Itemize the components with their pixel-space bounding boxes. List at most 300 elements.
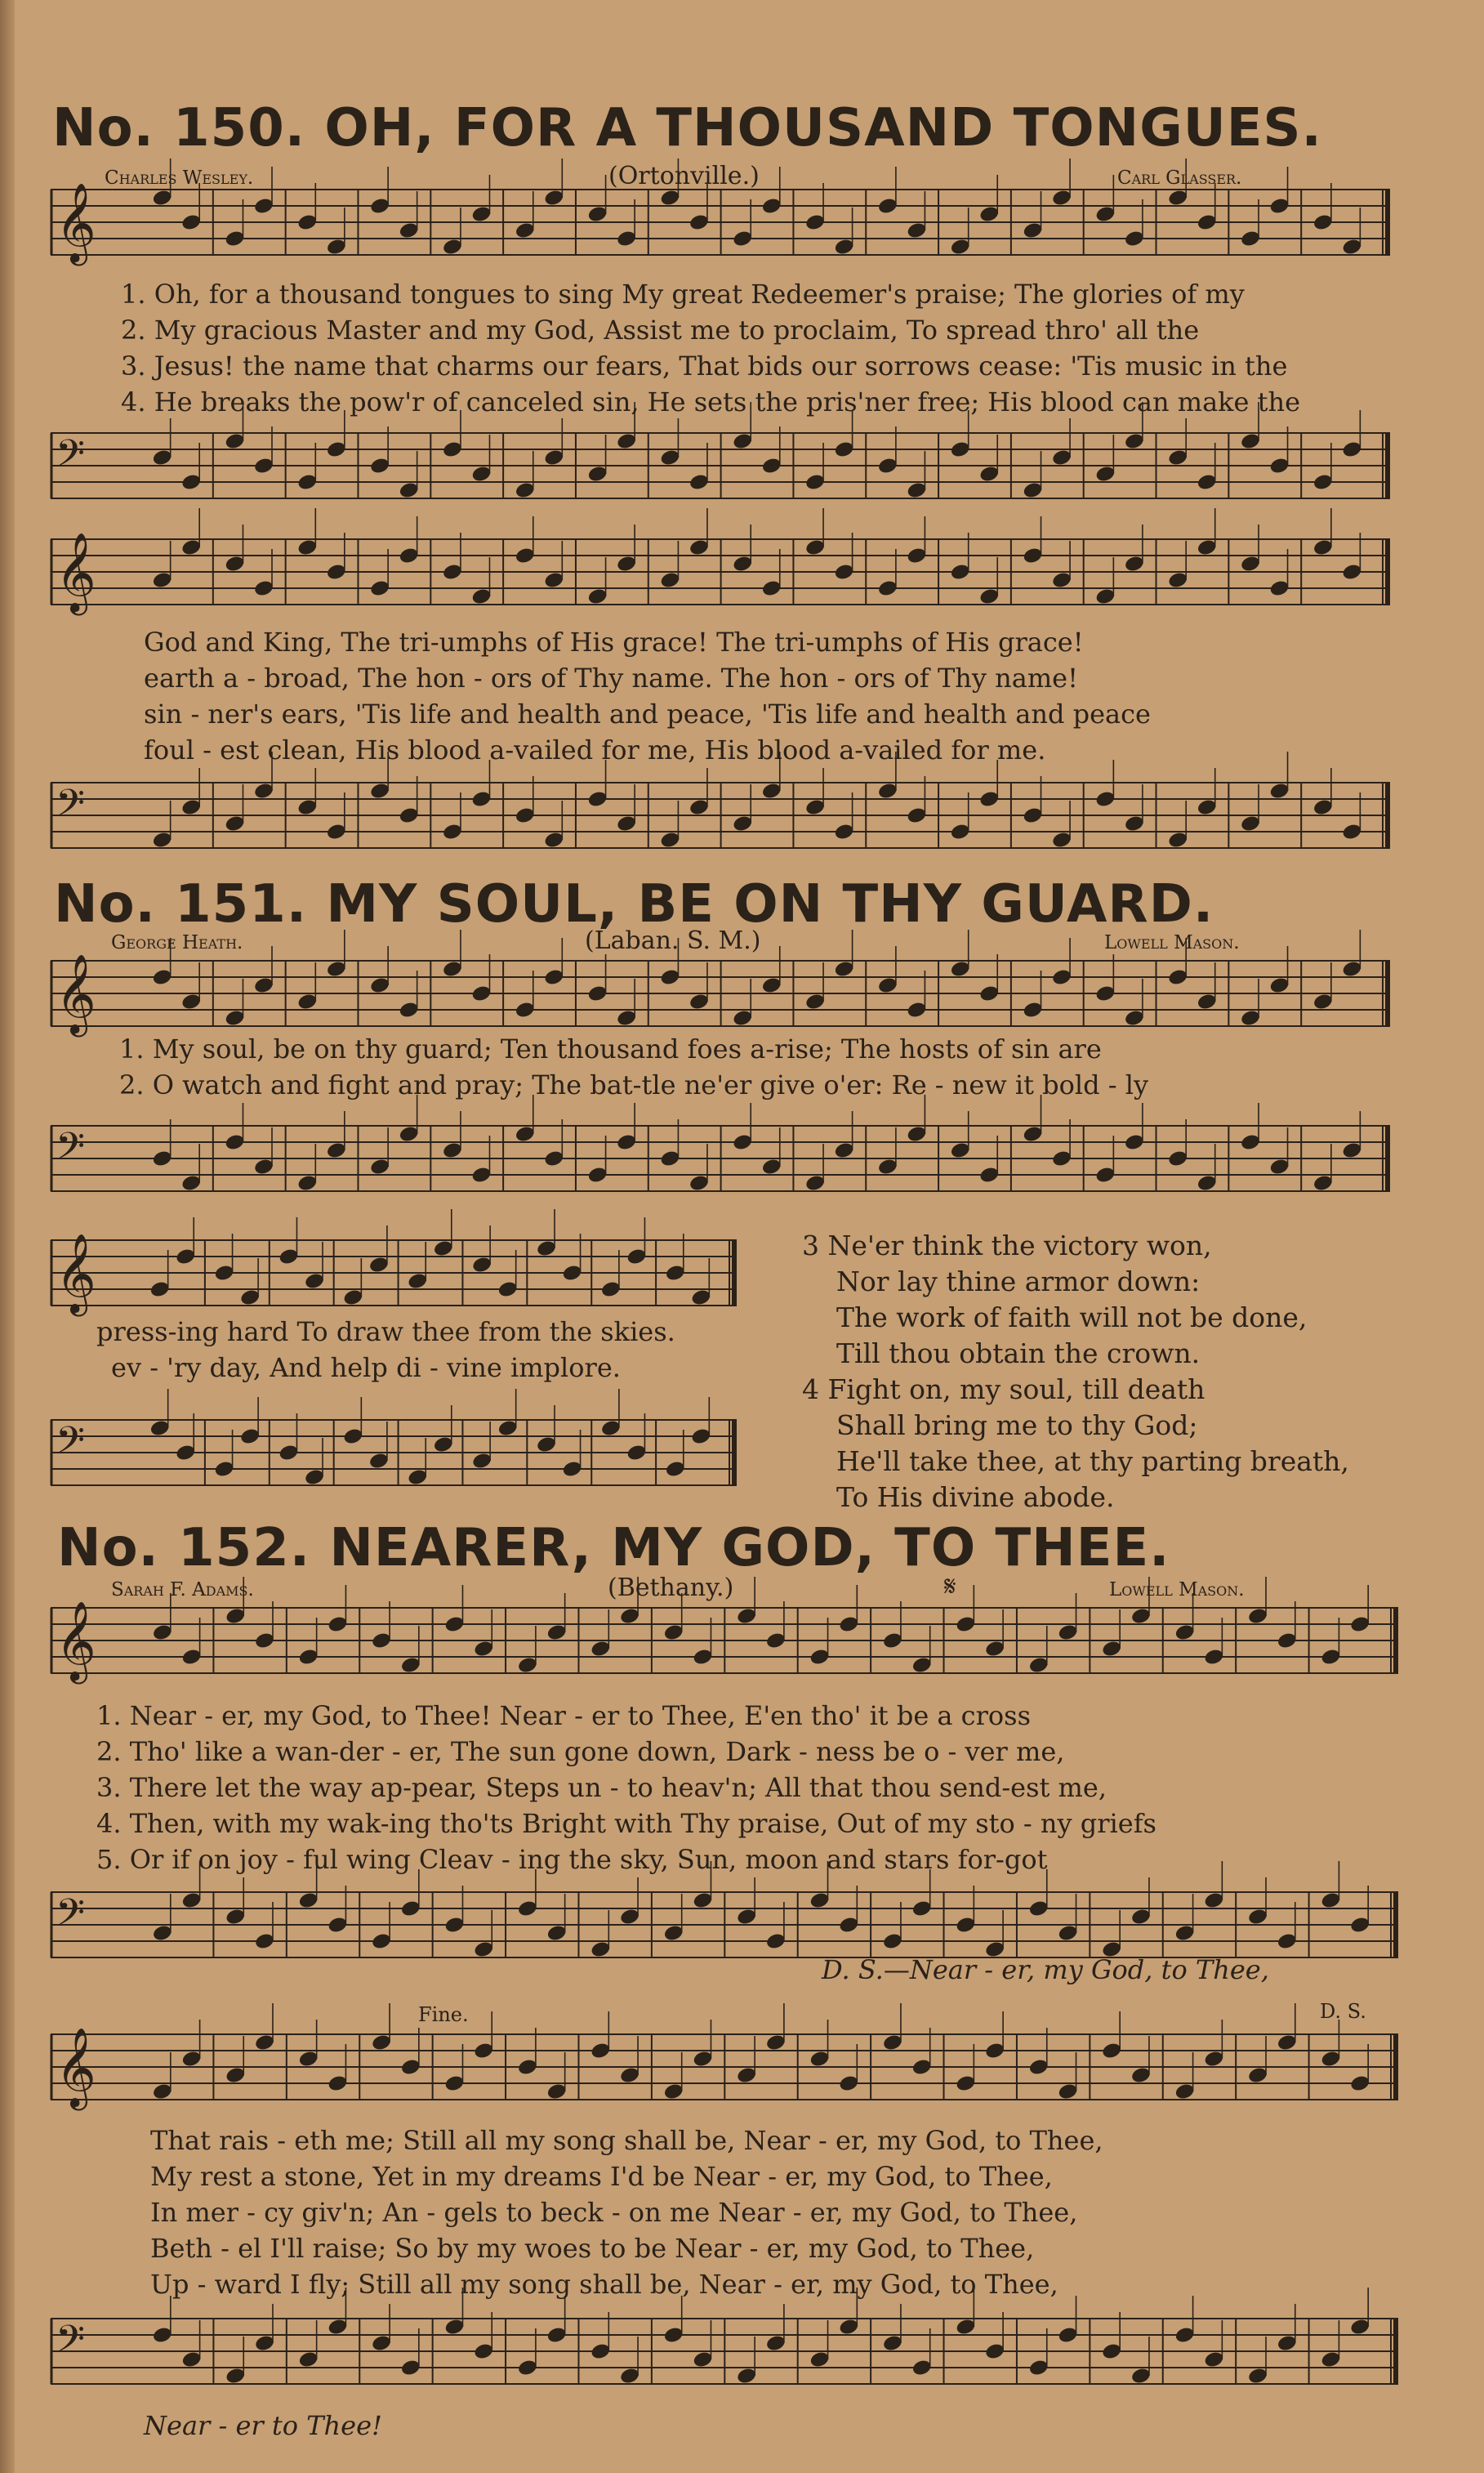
note-head	[1240, 1133, 1261, 1152]
note-head	[600, 1419, 622, 1438]
note-head	[978, 984, 1000, 1003]
note-head	[616, 1133, 637, 1152]
note-head	[1341, 238, 1362, 257]
note-head	[253, 197, 274, 216]
note-head	[181, 1648, 203, 1667]
note-head	[225, 1607, 246, 1626]
hymn-152-tune: (Bethany.)	[608, 1574, 734, 1602]
note-head	[1240, 555, 1261, 574]
hymn-150-staff-1-bass	[51, 433, 1390, 498]
staff-svg	[51, 1420, 737, 1505]
note-head	[1240, 432, 1261, 451]
hymn-152-lyric-6: That rais - eth me; Still all my song shall be, Near - er, my God, to Thee,	[150, 2125, 1103, 2156]
note-head	[254, 2033, 275, 2052]
note-head	[1268, 782, 1290, 801]
note-head	[950, 563, 971, 582]
note-head	[955, 1916, 976, 1935]
staff-svg	[51, 2319, 1398, 2404]
note-head	[152, 1623, 173, 1642]
note-head	[1094, 587, 1116, 606]
note-head	[296, 1174, 318, 1193]
note-head	[515, 481, 536, 500]
note-head	[471, 1256, 492, 1274]
note-head	[296, 473, 318, 492]
note-head	[877, 579, 898, 598]
note-head	[296, 993, 318, 1011]
note-head	[224, 432, 245, 451]
note-head	[587, 465, 608, 484]
note-head	[470, 790, 492, 809]
note-head	[1341, 563, 1362, 582]
note-head	[906, 221, 927, 240]
note-head	[1174, 1623, 1196, 1642]
note-head	[225, 2367, 246, 2386]
note-head	[180, 213, 202, 232]
note-head	[1124, 815, 1145, 833]
hymn-152-lyric-7: My rest a stone, Yet in my dreams I'd be Near - er, my God, to Thee,	[150, 2161, 1053, 2192]
note-head	[399, 1125, 420, 1144]
note-head	[736, 2066, 757, 2085]
note-head	[442, 960, 463, 979]
note-head	[1094, 1166, 1116, 1185]
note-head	[1247, 2367, 1268, 2386]
hymn-152-ds-line: D. S.—Near - er, my God, to Thee,	[822, 1954, 1269, 1985]
note-head	[1349, 1615, 1370, 1634]
note-head	[1101, 2342, 1122, 2361]
hymn-150-staff-1-treble	[51, 181, 1390, 262]
note-head	[433, 1435, 454, 1454]
note-head	[543, 968, 564, 987]
note-head	[616, 1009, 637, 1028]
note-head	[254, 1932, 275, 1951]
note-head	[399, 547, 420, 565]
note-head	[1051, 968, 1072, 987]
verse-line: 3 Ne'er think the victory won,	[802, 1230, 1212, 1261]
note-head	[804, 1174, 826, 1193]
note-head	[984, 2342, 1005, 2361]
note-head	[690, 1288, 711, 1307]
note-head	[327, 1916, 348, 1935]
note-head	[955, 2318, 976, 2337]
note-head	[1197, 798, 1218, 817]
note-head	[955, 2074, 976, 2093]
note-head	[761, 197, 782, 216]
note-head	[838, 1615, 859, 1634]
note-head	[1277, 2033, 1298, 2052]
note-head	[1167, 968, 1188, 987]
note-head	[761, 457, 782, 475]
note-head	[619, 1607, 640, 1626]
note-head	[1203, 2050, 1224, 2069]
note-head	[561, 1264, 582, 1283]
note-head	[1051, 831, 1072, 850]
note-head	[877, 976, 898, 995]
note-head	[152, 449, 173, 467]
note-head	[175, 1248, 196, 1266]
note-head	[600, 1280, 622, 1299]
note-head	[590, 1640, 611, 1658]
note-head	[978, 1166, 1000, 1185]
note-head	[906, 481, 927, 500]
note-head	[546, 1623, 568, 1642]
note-head	[1057, 1623, 1078, 1642]
staff-svg	[51, 181, 1390, 275]
note-head	[882, 1632, 903, 1650]
note-head	[978, 587, 1000, 606]
note-head	[1312, 798, 1334, 817]
note-head	[371, 1932, 392, 1951]
note-head	[689, 993, 710, 1011]
hymn-150-tune: (Ortonville.)	[608, 162, 760, 190]
hymn-152-lyric-10: Up - ward I fly; Still all my song shall be, Near - er, my God, to Thee,	[150, 2269, 1058, 2300]
note-head	[225, 1908, 246, 1926]
hymn-151-tune: (Laban. S. M.)	[585, 926, 761, 955]
note-head	[1341, 1141, 1362, 1160]
note-head	[1022, 547, 1043, 565]
verse-line: Shall bring me to thy God;	[836, 1409, 1198, 1441]
hymn-150-staff-2-treble	[51, 531, 1390, 612]
note-head	[1167, 831, 1188, 850]
note-head	[400, 2058, 421, 2077]
note-head	[736, 1607, 757, 1626]
note-head	[1341, 960, 1362, 979]
note-head	[326, 960, 347, 979]
note-head	[298, 2350, 319, 2369]
hymn-152-staff-1-treble	[51, 1600, 1398, 1681]
staff-svg	[51, 1600, 1398, 1693]
note-head	[882, 2334, 903, 2353]
note-head	[1130, 1607, 1152, 1626]
hymn-152-lyric-4: 4. Then, with my wak-ing tho'ts Bright with Thy praise, Out of my sto - ny griefs	[96, 1808, 1156, 1839]
hymn-152-author: Sarah F. Adams.	[111, 1579, 254, 1600]
note-head	[1203, 1891, 1224, 1910]
hymn-151-lyric-3: press-ing hard To draw thee from the skies.	[96, 1316, 675, 1347]
note-head	[224, 555, 245, 574]
note-head	[1028, 2058, 1049, 2077]
note-head	[342, 1288, 363, 1307]
hymn-150-lyric-2: 2. My gracious Master and my God, Assist me to proclaim, To spread thro' all the	[121, 315, 1200, 346]
note-head	[1130, 2066, 1152, 2085]
note-head	[877, 197, 898, 216]
hymn-151-lyric-4: ev - 'ry day, And help di - vine implore.	[111, 1352, 621, 1383]
note-head	[834, 960, 855, 979]
hymn-150-lyric-4: 4. He breaks the pow'r of canceled sin, He sets the pris'ner free; His blood can make the	[121, 386, 1301, 417]
note-head	[665, 1460, 686, 1479]
note-head	[877, 782, 898, 801]
note-head	[659, 968, 680, 987]
hymn-152-staff-2-bass	[51, 2319, 1398, 2384]
note-head	[152, 2326, 173, 2345]
note-head	[732, 1133, 753, 1152]
note-head	[152, 831, 173, 850]
note-head	[470, 984, 492, 1003]
note-head	[1174, 2326, 1196, 2345]
note-head	[1277, 2334, 1298, 2353]
note-head	[1349, 2074, 1370, 2093]
note-head	[180, 798, 202, 817]
hymn-152-composer: Lowell Mason.	[1109, 1579, 1245, 1600]
note-head	[369, 197, 390, 216]
note-head	[978, 790, 1000, 809]
note-head	[1101, 1640, 1122, 1658]
note-head	[1094, 465, 1116, 484]
note-head	[732, 555, 753, 574]
note-head	[1167, 189, 1188, 208]
bass-clef-icon: 𝄢	[56, 2317, 86, 2371]
note-head	[371, 1632, 392, 1650]
note-head	[1277, 1932, 1298, 1951]
note-head	[732, 815, 753, 833]
note-head	[546, 1924, 568, 1943]
note-head	[809, 1648, 830, 1667]
note-head	[877, 1158, 898, 1176]
note-head	[298, 1891, 319, 1910]
note-head	[804, 798, 826, 817]
note-head	[152, 1924, 173, 1943]
note-head	[1277, 1632, 1298, 1650]
note-head	[443, 2318, 465, 2337]
hymn-152-lyric-9: Beth - el I'll raise; So by my woes to be Near - er, my God, to Thee,	[150, 2233, 1035, 2264]
note-head	[690, 1427, 711, 1446]
note-head	[326, 238, 347, 257]
note-head	[298, 1648, 319, 1667]
note-head	[225, 2066, 246, 2085]
note-head	[911, 1899, 933, 1918]
note-head	[253, 579, 274, 598]
note-head	[470, 1166, 492, 1185]
note-head	[443, 1916, 465, 1935]
note-head	[181, 2050, 203, 2069]
note-head	[834, 1141, 855, 1160]
treble-clef-icon: 𝄞	[56, 1232, 96, 1313]
note-head	[809, 1891, 830, 1910]
note-head	[1022, 1125, 1043, 1144]
note-head	[296, 798, 318, 817]
note-head	[1167, 1149, 1188, 1168]
note-head	[407, 1272, 428, 1291]
note-head	[659, 831, 680, 850]
note-head	[689, 473, 710, 492]
note-head	[689, 213, 710, 232]
note-head	[804, 538, 826, 557]
note-head	[1240, 815, 1261, 833]
note-head	[517, 1656, 538, 1675]
note-head	[838, 1916, 859, 1935]
hymn-150-lyric-3: 3. Jesus! the name that charms our fears, That bids our sorrows cease: 'Tis music in the	[121, 350, 1288, 382]
note-head	[473, 1640, 494, 1658]
hymn-150-staff-2-bass	[51, 783, 1390, 848]
note-head	[1197, 1174, 1218, 1193]
bass-clef-icon: 𝄢	[56, 431, 86, 485]
note-head	[834, 563, 855, 582]
note-head	[543, 449, 564, 467]
note-head	[663, 2082, 684, 2101]
note-head	[298, 2050, 319, 2069]
note-head	[470, 587, 492, 606]
hymn-151-author: George Heath.	[111, 932, 243, 953]
note-head	[296, 213, 318, 232]
note-head	[1057, 2082, 1078, 2101]
note-head	[304, 1468, 325, 1487]
note-head	[517, 1899, 538, 1918]
note-head	[369, 579, 390, 598]
verse-line: He'll take thee, at thy parting breath,	[836, 1445, 1349, 1477]
note-head	[663, 2326, 684, 2345]
note-head	[838, 2074, 859, 2093]
hymn-150-title: No. 150. OH, FOR A THOUSAND TONGUES.	[52, 98, 1322, 158]
note-head	[181, 2350, 203, 2369]
ds-marker: D. S.	[1320, 2000, 1366, 2023]
note-head	[1174, 1924, 1196, 1943]
note-head	[1312, 213, 1334, 232]
note-head	[911, 2058, 933, 2077]
note-head	[1268, 976, 1290, 995]
note-head	[1028, 1656, 1049, 1675]
note-head	[536, 1239, 557, 1258]
hymn-152-tail: Near - er to Thee!	[144, 2410, 382, 2441]
note-head	[1320, 2050, 1341, 2069]
note-head	[180, 1174, 202, 1193]
note-head	[761, 1158, 782, 1176]
note-head	[804, 213, 826, 232]
note-head	[659, 571, 680, 590]
staff-svg	[51, 783, 1390, 868]
note-head	[809, 2050, 830, 2069]
note-head	[442, 823, 463, 841]
note-head	[470, 465, 492, 484]
note-head	[761, 976, 782, 995]
note-head	[834, 440, 855, 459]
hymn-151-lyric-2: 2. O watch and fight and pray; The bat-tle ne'er give o'er: Re - new it bold - ly	[119, 1069, 1149, 1100]
hymn-150-author: Charles Wesley.	[105, 167, 254, 189]
hymn-151-composer: Lowell Mason.	[1104, 932, 1240, 953]
note-head	[1312, 1174, 1334, 1193]
note-head	[1124, 230, 1145, 248]
note-head	[407, 1468, 428, 1487]
note-head	[587, 587, 608, 606]
verse-line: The work of faith will not be done,	[836, 1301, 1308, 1333]
note-head	[950, 238, 971, 257]
note-head	[911, 2359, 933, 2377]
note-head	[497, 1280, 519, 1299]
note-head	[626, 1444, 647, 1462]
note-head	[950, 823, 971, 841]
note-head	[689, 538, 710, 557]
treble-clef-icon: 𝄞	[56, 1600, 96, 1681]
note-head	[400, 1899, 421, 1918]
note-head	[1124, 555, 1145, 574]
note-head	[765, 1632, 787, 1650]
note-head	[149, 1419, 171, 1438]
note-head	[1051, 1149, 1072, 1168]
note-head	[327, 1615, 348, 1634]
note-head	[1167, 449, 1188, 467]
note-head	[369, 457, 390, 475]
note-head	[950, 440, 971, 459]
segno-sign: 𝄋	[944, 1570, 956, 1603]
note-head	[732, 432, 753, 451]
note-head	[619, 2367, 640, 2386]
note-head	[253, 782, 274, 801]
note-head	[978, 465, 1000, 484]
note-head	[619, 2066, 640, 2085]
note-head	[304, 1272, 325, 1291]
staff-svg	[51, 1126, 1390, 1211]
staff-svg	[51, 2026, 1398, 2119]
hymn-151-lyric-1: 1. My soul, be on thy guard; Ten thousand foes a-rise; The hosts of sin are	[119, 1033, 1102, 1065]
note-head	[254, 2334, 275, 2353]
note-head	[1022, 481, 1043, 500]
note-head	[616, 230, 637, 248]
note-head	[955, 1615, 976, 1634]
note-head	[342, 1427, 363, 1446]
hymn-152-lyric-8: In mer - cy giv'n; An - gels to beck - on me Near - er, my God, to Thee,	[150, 2197, 1078, 2228]
note-head	[616, 815, 637, 833]
note-head	[1124, 1133, 1145, 1152]
note-head	[1349, 2318, 1370, 2337]
note-head	[369, 1158, 390, 1176]
note-head	[1240, 1009, 1261, 1028]
note-head	[1130, 1908, 1152, 1926]
note-head	[296, 538, 318, 557]
note-head	[1051, 189, 1072, 208]
note-head	[906, 806, 927, 825]
hymn-151-staff-1-bass	[51, 1126, 1390, 1191]
note-head	[689, 1174, 710, 1193]
note-head	[882, 2033, 903, 2052]
hymn-152-staff-1-bass	[51, 1892, 1398, 1957]
note-head	[515, 806, 536, 825]
note-head	[400, 1656, 421, 1675]
note-head	[239, 1288, 261, 1307]
note-head	[906, 547, 927, 565]
fine-marker: Fine.	[418, 2003, 469, 2026]
hymn-150-lyric-7: sin - ner's ears, 'Tis life and health and peace, 'Tis life and health and peace	[144, 699, 1151, 730]
note-head	[368, 1256, 390, 1274]
note-head	[809, 2350, 830, 2369]
note-head	[1028, 1899, 1049, 1918]
note-head	[1174, 2082, 1196, 2101]
staff-svg	[51, 531, 1390, 624]
note-head	[253, 976, 274, 995]
note-head	[1312, 993, 1334, 1011]
hymn-150-composer: Carl Glasser.	[1117, 167, 1242, 189]
note-head	[692, 2350, 713, 2369]
note-head	[659, 189, 680, 208]
note-head	[1203, 2350, 1224, 2369]
hymn-152-lyric-2: 2. Tho' like a wan-der - er, The sun gone down, Dark - ness be o - ver me,	[96, 1736, 1065, 1767]
hymn-152-title: No. 152. NEARER, MY GOD, TO THEE.	[57, 1518, 1170, 1578]
note-head	[1124, 432, 1145, 451]
note-head	[616, 555, 637, 574]
note-head	[239, 1427, 261, 1446]
note-head	[400, 2359, 421, 2377]
note-head	[443, 2074, 465, 2093]
note-head	[616, 432, 637, 451]
treble-clef-icon: 𝄞	[56, 531, 96, 612]
note-head	[536, 1435, 557, 1454]
note-head	[442, 563, 463, 582]
note-head	[804, 993, 826, 1011]
staff-svg	[51, 433, 1390, 518]
note-head	[1094, 790, 1116, 809]
note-head	[224, 1133, 245, 1152]
note-head	[497, 1419, 519, 1438]
note-head	[1320, 1891, 1341, 1910]
note-head	[369, 976, 390, 995]
note-head	[663, 1623, 684, 1642]
hymn-151-staff-1-treble	[51, 953, 1390, 1033]
